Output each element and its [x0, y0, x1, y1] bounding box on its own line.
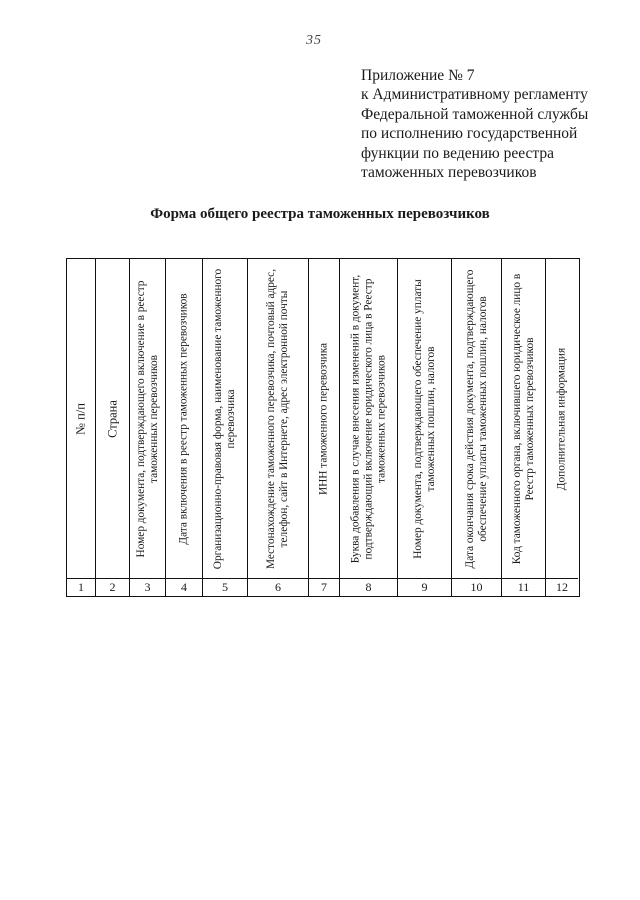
column-header-cell — [67, 259, 95, 579]
table-column — [96, 259, 130, 596]
column-header: ИНН таможенного перевозчика — [317, 342, 330, 496]
column-header: Буква добавления в случае внесения изменений в документ, подтверждающий включение юридического лица в Реестр таможенных перевозчиков — [349, 274, 387, 564]
column-number: 2 — [96, 578, 129, 596]
table-column — [166, 259, 203, 596]
appendix-line: Приложение № 7 — [361, 67, 475, 84]
appendix-line: Федеральной таможенной службы — [361, 105, 589, 123]
column-number: 6 — [248, 578, 308, 596]
appendix-line: функции по ведению реестра — [361, 144, 554, 162]
column-header-cell — [452, 259, 501, 579]
table-column — [130, 259, 166, 596]
column-header-cell — [398, 259, 451, 579]
table-column — [452, 259, 502, 596]
column-header: Дополнительная информация — [555, 347, 568, 491]
table-column — [203, 259, 248, 596]
column-header-cell — [546, 259, 578, 579]
table-column — [67, 259, 96, 596]
table-column — [340, 259, 398, 596]
column-header: Номер документа, подтверждающего обеспечение уплаты таможенных пошлин, налогов — [411, 279, 437, 559]
column-number: 11 — [502, 578, 545, 596]
column-number: 1 — [67, 578, 95, 596]
page-number: 35 — [306, 33, 322, 48]
table-column — [398, 259, 452, 596]
form-title: Форма общего реестра таможенных перевозчиков — [150, 206, 490, 222]
registry-form-table — [66, 258, 580, 597]
column-header: Дата окончания срока действия документа, подтверждающего обеспечение уплаты таможенных пошлин, налогов — [463, 269, 489, 569]
column-number: 8 — [340, 578, 397, 596]
appendix-block — [361, 66, 621, 182]
column-number: 4 — [166, 578, 202, 596]
appendix-line: таможенных перевозчиков — [361, 164, 537, 182]
column-header-cell — [340, 259, 397, 579]
column-header-cell — [502, 259, 545, 579]
column-header: Местонахождение таможенного перевозчика, почтовый адрес, телефон, сайт в Интернете, адрес электронной почты — [265, 268, 290, 570]
column-number: 10 — [452, 578, 501, 596]
column-header-cell — [203, 259, 247, 579]
column-number: 5 — [203, 578, 247, 596]
column-header: Дата включения в реестр таможенных перевозчиков — [177, 293, 190, 545]
column-number: 12 — [546, 578, 578, 596]
column-header: Код таможенного органа, включившего юридическое лицо в Реестр таможенных перевозчиков — [510, 273, 536, 565]
column-header-cell — [96, 259, 129, 579]
column-header: Страна — [105, 400, 119, 438]
column-header-cell — [130, 259, 165, 579]
appendix-line: к Административному регламенту — [361, 86, 588, 104]
table-column — [309, 259, 340, 596]
column-header: Номер документа, подтверждающего включение в реестр таможенных перевозчиков — [134, 280, 160, 558]
column-header-cell — [166, 259, 202, 579]
column-header-cell — [248, 259, 308, 579]
column-header: Организационно-правовая форма, наименование таможенного перевозчика — [212, 268, 237, 570]
column-header-cell — [309, 259, 339, 579]
appendix-line: по исполнению государственной — [361, 125, 578, 143]
column-number: 9 — [398, 578, 451, 596]
column-number: 3 — [130, 578, 165, 596]
column-header: № п/п — [73, 403, 88, 435]
table-column — [248, 259, 309, 596]
table-column — [546, 259, 578, 596]
column-number: 7 — [309, 578, 339, 596]
table-column — [502, 259, 546, 596]
